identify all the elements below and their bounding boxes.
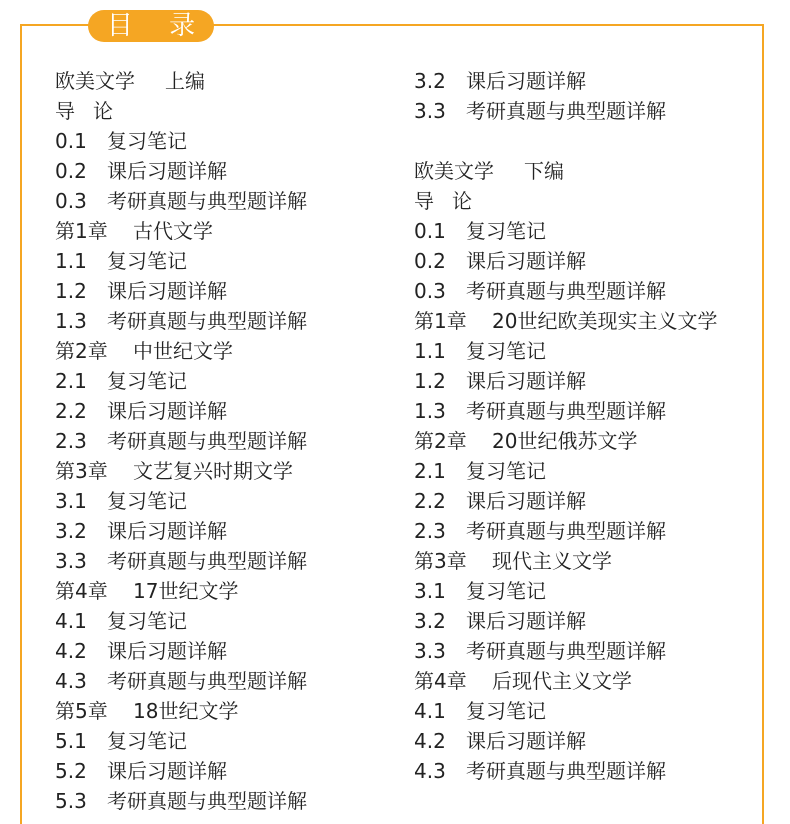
toc-number: 4.3 — [55, 669, 87, 693]
toc-entry — [55, 666, 307, 696]
toc-spacer — [414, 126, 717, 156]
toc-entry — [414, 246, 717, 276]
toc-entry — [414, 336, 717, 366]
toc-label: 考研真题与典型题详解 — [107, 789, 307, 813]
toc-label: 复习笔记 — [107, 489, 187, 513]
toc-number: 3.3 — [414, 639, 446, 663]
toc-label: 课后习题详解 — [466, 249, 586, 273]
toc-label: 课后习题详解 — [466, 609, 586, 633]
toc-label: 考研真题与典型题详解 — [107, 189, 307, 213]
toc-entry — [55, 486, 307, 516]
toc-entry — [414, 276, 717, 306]
toc-chapter-heading — [414, 426, 717, 456]
toc-label: 论 — [452, 189, 472, 213]
toc-entry — [55, 426, 307, 456]
toc-number: 第3章 — [414, 549, 467, 573]
toc-label: 复习笔记 — [107, 609, 187, 633]
toc-number: 3.3 — [414, 99, 446, 123]
toc-entry — [414, 486, 717, 516]
toc-label: 20世纪俄苏文学 — [492, 429, 638, 453]
toc-entry — [55, 246, 307, 276]
toc-entry — [414, 396, 717, 426]
toc-label: 考研真题与典型题详解 — [466, 759, 666, 783]
toc-label: 现代主义文学 — [492, 549, 612, 573]
toc-entry — [55, 366, 307, 396]
toc-chapter-heading — [55, 456, 307, 486]
toc-entry — [55, 156, 307, 186]
toc-number: 1.2 — [414, 369, 446, 393]
toc-chapter-heading — [414, 306, 717, 336]
toc-number: 2.3 — [414, 519, 446, 543]
toc-label: 文艺复兴时期文学 — [133, 459, 293, 483]
toc-number: 0.1 — [414, 219, 446, 243]
toc-chapter-heading — [414, 546, 717, 576]
toc-intro-heading — [414, 186, 717, 216]
toc-label: 论 — [93, 99, 113, 123]
toc-label: 复习笔记 — [107, 249, 187, 273]
toc-number: 1.3 — [414, 399, 446, 423]
toc-title: 目 录 — [88, 10, 214, 42]
toc-label: 复习笔记 — [466, 579, 546, 603]
toc-label: 课后习题详解 — [466, 489, 586, 513]
toc-number: 5.2 — [55, 759, 87, 783]
toc-number: 2.3 — [55, 429, 87, 453]
toc-number: 1.3 — [55, 309, 87, 333]
toc-number: 3.1 — [55, 489, 87, 513]
toc-entry — [55, 726, 307, 756]
toc-label: 17世纪文学 — [133, 579, 239, 603]
toc-label: 考研真题与典型题详解 — [107, 669, 307, 693]
toc-chapter-heading — [55, 576, 307, 606]
toc-entry — [414, 456, 717, 486]
toc-label: 课后习题详解 — [107, 759, 227, 783]
toc-number: 2.1 — [414, 459, 446, 483]
toc-number: 导 — [414, 189, 434, 213]
toc-label: 20世纪欧美现实主义文学 — [492, 309, 718, 333]
toc-label: 课后习题详解 — [107, 519, 227, 543]
toc-number: 0.1 — [55, 129, 87, 153]
toc-entry — [55, 186, 307, 216]
toc-label: 中世纪文学 — [133, 339, 233, 363]
toc-label: 考研真题与典型题详解 — [466, 399, 666, 423]
toc-number: 导 — [55, 99, 75, 123]
toc-number: 1.1 — [414, 339, 446, 363]
toc-entry — [414, 606, 717, 636]
toc-entry — [55, 306, 307, 336]
toc-number: 4.1 — [414, 699, 446, 723]
toc-number: 1.2 — [55, 279, 87, 303]
toc-number: 3.2 — [55, 519, 87, 543]
toc-number: 第1章 — [414, 309, 467, 333]
toc-number: 4.2 — [55, 639, 87, 663]
toc-number: 3.2 — [414, 609, 446, 633]
toc-label: 课后习题详解 — [107, 639, 227, 663]
toc-label: 下编 — [524, 159, 564, 183]
toc-number: 欧美文学 — [55, 69, 135, 93]
toc-number: 0.2 — [414, 249, 446, 273]
toc-number: 第5章 — [55, 699, 108, 723]
toc-number: 第4章 — [414, 669, 467, 693]
toc-entry — [55, 636, 307, 666]
toc-number: 0.2 — [55, 159, 87, 183]
toc-intro-heading — [55, 96, 307, 126]
toc-number: 第2章 — [414, 429, 467, 453]
toc-number: 4.3 — [414, 759, 446, 783]
toc-number: 欧美文学 — [414, 159, 494, 183]
toc-label: 课后习题详解 — [466, 69, 586, 93]
toc-number: 4.2 — [414, 729, 446, 753]
toc-chapter-heading — [55, 336, 307, 366]
toc-number: 2.2 — [55, 399, 87, 423]
toc-label: 课后习题详解 — [107, 159, 227, 183]
toc-label: 复习笔记 — [107, 369, 187, 393]
toc-number: 第3章 — [55, 459, 108, 483]
toc-entry — [55, 546, 307, 576]
toc-label: 课后习题详解 — [466, 369, 586, 393]
toc-entry — [414, 726, 717, 756]
toc-entry — [55, 516, 307, 546]
toc-label: 考研真题与典型题详解 — [107, 429, 307, 453]
toc-number: 1.1 — [55, 249, 87, 273]
toc-number: 2.2 — [414, 489, 446, 513]
toc-label: 后现代主义文学 — [492, 669, 632, 693]
toc-label: 考研真题与典型题详解 — [466, 639, 666, 663]
toc-entry — [55, 756, 307, 786]
toc-label: 复习笔记 — [107, 729, 187, 753]
toc-label: 古代文学 — [133, 219, 213, 243]
toc-label: 复习笔记 — [466, 459, 546, 483]
toc-left-column — [55, 66, 307, 816]
toc-number: 第4章 — [55, 579, 108, 603]
toc-entry — [55, 606, 307, 636]
toc-chapter-heading — [414, 666, 717, 696]
toc-label: 考研真题与典型题详解 — [107, 309, 307, 333]
toc-number: 2.1 — [55, 369, 87, 393]
toc-entry — [414, 756, 717, 786]
toc-label: 考研真题与典型题详解 — [107, 549, 307, 573]
toc-chapter-heading — [55, 216, 307, 246]
toc-part-heading — [55, 66, 307, 96]
toc-entry — [414, 516, 717, 546]
toc-entry — [414, 216, 717, 246]
toc-label: 复习笔记 — [466, 219, 546, 243]
toc-number: 3.3 — [55, 549, 87, 573]
toc-entry — [55, 396, 307, 426]
toc-entry — [414, 576, 717, 606]
toc-label: 复习笔记 — [466, 699, 546, 723]
toc-part-heading — [414, 156, 717, 186]
toc-entry — [55, 126, 307, 156]
toc-label: 上编 — [165, 69, 205, 93]
toc-label: 课后习题详解 — [107, 279, 227, 303]
toc-entry — [414, 366, 717, 396]
toc-number: 3.1 — [414, 579, 446, 603]
toc-entry — [55, 786, 307, 816]
toc-label: 考研真题与典型题详解 — [466, 99, 666, 123]
toc-label: 课后习题详解 — [107, 399, 227, 423]
toc-entry — [55, 276, 307, 306]
toc-label: 复习笔记 — [107, 129, 187, 153]
toc-label: 考研真题与典型题详解 — [466, 519, 666, 543]
toc-number: 4.1 — [55, 609, 87, 633]
toc-label: 课后习题详解 — [466, 729, 586, 753]
toc-number: 3.2 — [414, 69, 446, 93]
toc-number: 0.3 — [414, 279, 446, 303]
toc-entry — [414, 66, 717, 96]
toc-number: 5.3 — [55, 789, 87, 813]
toc-entry — [414, 696, 717, 726]
toc-number: 第1章 — [55, 219, 108, 243]
toc-chapter-heading — [55, 696, 307, 726]
toc-label: 18世纪文学 — [133, 699, 239, 723]
toc-label: 考研真题与典型题详解 — [466, 279, 666, 303]
toc-right-column — [414, 66, 717, 786]
toc-number: 0.3 — [55, 189, 87, 213]
toc-label: 复习笔记 — [466, 339, 546, 363]
toc-entry — [414, 636, 717, 666]
toc-number: 5.1 — [55, 729, 87, 753]
toc-entry — [414, 96, 717, 126]
toc-number: 第2章 — [55, 339, 108, 363]
